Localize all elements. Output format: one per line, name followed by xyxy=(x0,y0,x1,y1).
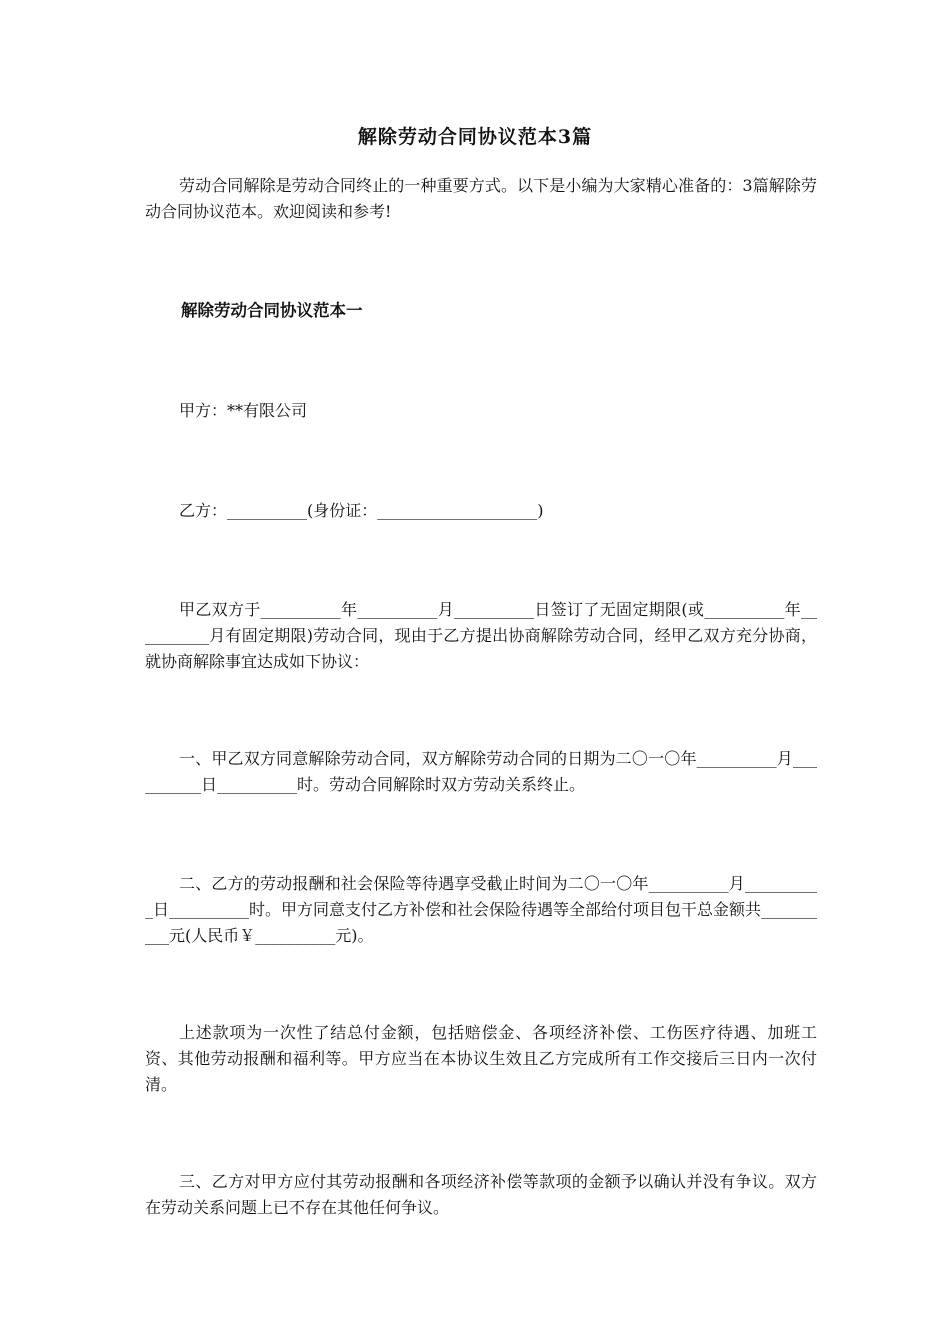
party-a-line: 甲方：**有限公司 xyxy=(179,401,308,420)
section-heading: 解除劳动合同协议范本一 xyxy=(181,301,363,320)
clause-1-paragraph: 一、甲乙双方同意解除劳动合同，双方解除劳动合同的日期为二〇一〇年__________月__________日__________时。劳动合同解除时双方劳动关系终止。 xyxy=(145,749,817,794)
clause-2-note-paragraph: 上述款项为一次性了结总付金额，包括赔偿金、各项经济补偿、工伤医疗待遇、加班工资、其他劳动报酬和福利等。甲方应当在本协议生效且乙方完成所有工作交接后三日内一次付清。 xyxy=(145,1023,817,1094)
clause-2-paragraph: 二、乙方的劳动报酬和社会保险等待遇享受截止时间为二〇一〇年__________月__________日__________时。甲方同意支付乙方补偿和社会保险待遇等全部给付项目包干总金额共__________元(人民币￥__________元)。 xyxy=(145,874,818,945)
party-b-line: 乙方：__________(身份证：____________________) xyxy=(179,501,544,520)
document-title: 解除劳动合同协议范本3篇 xyxy=(357,126,593,148)
clause-3-paragraph: 三、乙方对甲方应付其劳动报酬和各项经济补偿等款项的金额予以确认并没有争议。双方在劳动关系问题上已不存在其他任何争议。 xyxy=(145,1172,817,1217)
intro-paragraph: 劳动合同解除是劳动合同终止的一种重要方式。以下是小编为大家精心准备的：3篇解除劳动合同协议范本。欢迎阅读和参考! xyxy=(145,176,817,221)
preamble-paragraph: 甲乙双方于__________年__________月__________日签订了无固定期限(或__________年__________月有固定期限)劳动合同，现由于乙方提出协商解除劳动合同，经甲乙双方充分协商，就协商解除事宜达成如下协议： xyxy=(145,600,817,671)
